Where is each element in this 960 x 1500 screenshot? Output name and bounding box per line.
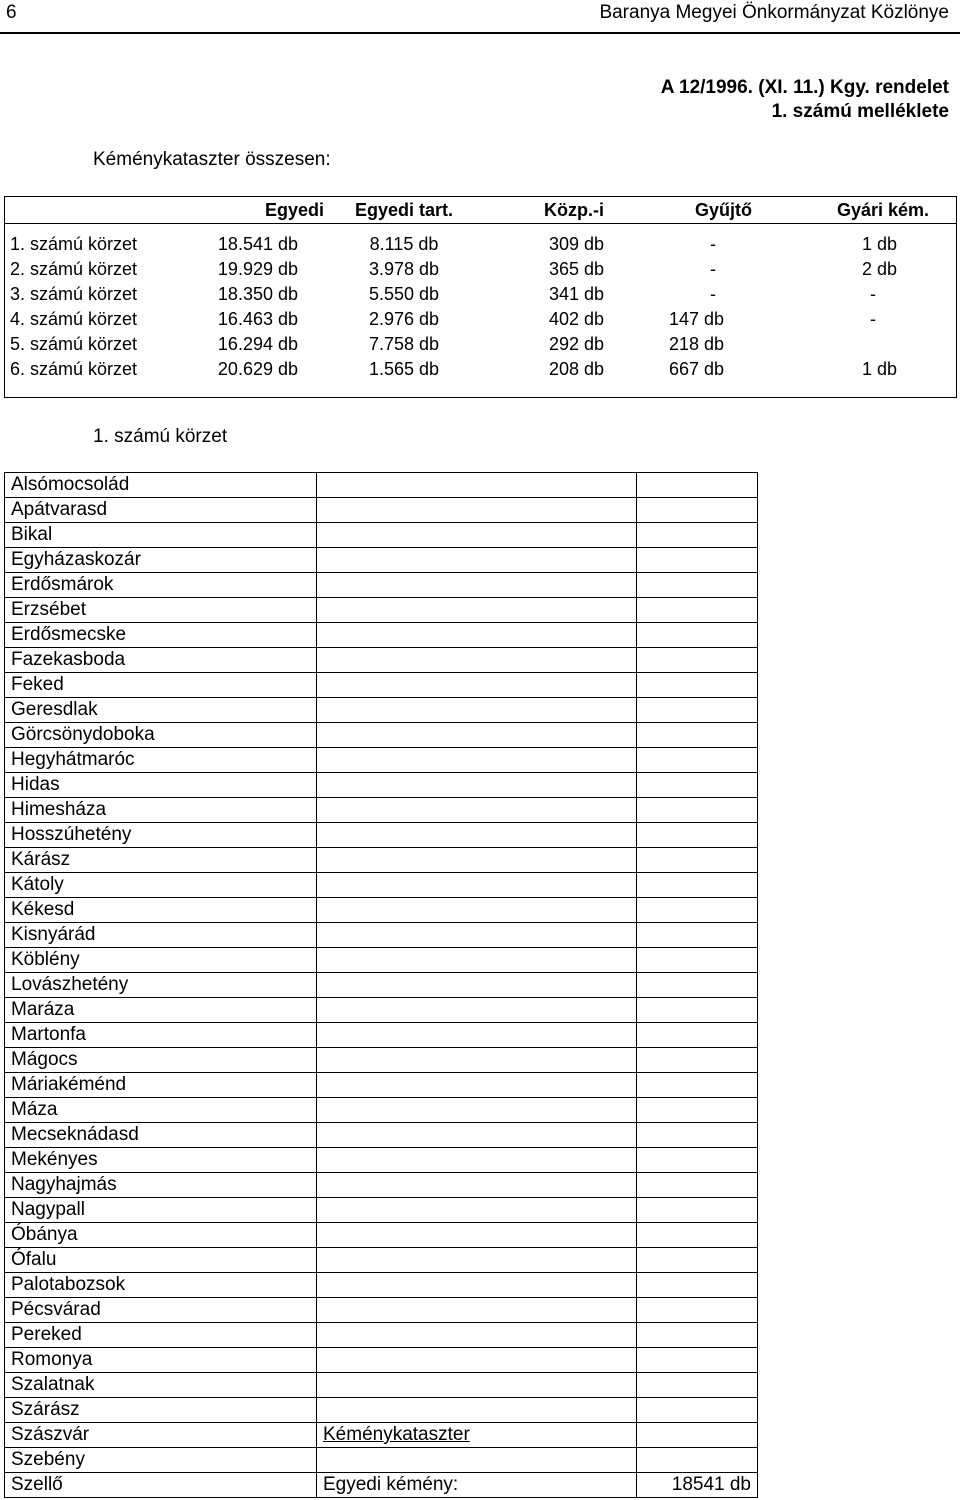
settlement-name: Kátoly [5, 873, 317, 898]
value-cell [637, 973, 758, 998]
settlement-table [4, 472, 758, 1498]
table-cell: 3.978 db [368, 259, 440, 279]
table-cell: 667 db [668, 359, 724, 379]
value-cell [637, 923, 758, 948]
note-cell [317, 673, 637, 698]
settlement-name: Szalatnak [5, 1373, 317, 1398]
note-cell [317, 1348, 637, 1373]
table-row [5, 1348, 758, 1373]
decree-title: A 12/1996. (XI. 11.) Kgy. rendelet [660, 77, 949, 98]
table-row [4, 282, 957, 307]
page-number: 6 [6, 2, 17, 23]
value-cell [637, 798, 758, 823]
table-row [5, 948, 758, 973]
table-row [5, 1023, 758, 1048]
table-row [5, 473, 758, 498]
table-row [5, 998, 758, 1023]
table-cell: 2 db [861, 259, 897, 279]
value-cell [637, 673, 758, 698]
value-cell [637, 1323, 758, 1348]
table-cell: 18.350 db [217, 284, 298, 304]
table-cell: 208 db [548, 359, 604, 379]
table-row [5, 1398, 758, 1423]
note-cell [317, 1323, 637, 1348]
table-cell: 16.463 db [217, 309, 298, 329]
table-cell: 1 db [861, 359, 897, 379]
value-cell [637, 873, 758, 898]
value-cell [637, 598, 758, 623]
value-cell [637, 1223, 758, 1248]
value-cell [637, 573, 758, 598]
table-cell: - [710, 284, 716, 304]
settlement-name: Máza [5, 1098, 317, 1123]
table-row [5, 823, 758, 848]
publication-title: Baranya Megyei Önkormányzat Közlönye [599, 2, 949, 23]
settlement-name: Romonya [5, 1348, 317, 1373]
table-row [5, 723, 758, 748]
note-cell [317, 1148, 637, 1173]
table-cell: 402 db [548, 309, 604, 329]
settlement-name: Nagypall [5, 1198, 317, 1223]
table-cell: 20.629 db [217, 359, 298, 379]
individual-chimney-label: Egyedi kémény: [317, 1473, 637, 1498]
value-cell [637, 1398, 758, 1423]
note-cell [317, 923, 637, 948]
settlement-name: Erdősmecske [5, 623, 317, 648]
row-label: 3. számú körzet [10, 284, 138, 304]
table-cell: 1 db [861, 234, 897, 254]
value-cell [637, 1048, 758, 1073]
note-cell [317, 698, 637, 723]
table-row [5, 548, 758, 573]
table-row [5, 573, 758, 598]
settlement-name: Maráza [5, 998, 317, 1023]
district-title: 1. számú körzet [93, 426, 228, 447]
value-cell [637, 723, 758, 748]
value-cell [637, 698, 758, 723]
value-cell [637, 1073, 758, 1098]
value-cell [637, 1098, 758, 1123]
table-row [5, 898, 758, 923]
table-row [5, 623, 758, 648]
table-row [5, 1323, 758, 1348]
table-cell: 292 db [548, 334, 604, 354]
table-row [5, 748, 758, 773]
table-cell: - [710, 259, 716, 279]
value-cell [637, 1423, 758, 1448]
value-cell [637, 1373, 758, 1398]
note-cell [317, 1173, 637, 1198]
value-cell [637, 1248, 758, 1273]
note-cell [317, 1248, 637, 1273]
settlement-name: Hidas [5, 773, 317, 798]
settlement-name: Alsómocsolád [5, 473, 317, 498]
table-row [4, 232, 957, 257]
table-cell [784, 332, 957, 357]
value-cell [637, 948, 758, 973]
decree-annex: 1. számú melléklete [771, 101, 949, 122]
table-cell: - [710, 234, 716, 254]
table-row [5, 798, 758, 823]
settlement-name: Szellő [5, 1473, 317, 1498]
note-cell [317, 873, 637, 898]
table-row [5, 1173, 758, 1198]
settlement-name: Mágocs [5, 1048, 317, 1073]
settlement-name: Mekényes [5, 1148, 317, 1173]
value-cell [637, 748, 758, 773]
note-cell [317, 548, 637, 573]
settlement-name: Óbánya [5, 1223, 317, 1248]
table-row [5, 873, 758, 898]
value-cell [637, 1273, 758, 1298]
value-cell [637, 648, 758, 673]
table-cell: 218 db [668, 334, 724, 354]
note-cell [317, 598, 637, 623]
value-cell [637, 1348, 758, 1373]
note-cell [317, 998, 637, 1023]
note-cell [317, 848, 637, 873]
table-row [5, 598, 758, 623]
table-cell: 341 db [548, 284, 604, 304]
note-cell [317, 1373, 637, 1398]
note-cell [317, 498, 637, 523]
value-cell [637, 1298, 758, 1323]
settlement-name: Lovászhetény [5, 973, 317, 998]
table-cell: 147 db [668, 309, 724, 329]
table-row [5, 973, 758, 998]
table-row [5, 673, 758, 698]
note-cell [317, 1448, 637, 1473]
col-header: Gyári kém. [784, 197, 957, 224]
table-cell: 309 db [548, 234, 604, 254]
row-label: 6. számú körzet [10, 359, 138, 379]
settlement-name: Erzsébet [5, 598, 317, 623]
note-cell [317, 723, 637, 748]
value-cell [637, 848, 758, 873]
table-row [5, 1373, 758, 1398]
settlement-name: Egyházaskozár [5, 548, 317, 573]
note-cell [317, 623, 637, 648]
settlement-name: Ófalu [5, 1248, 317, 1273]
settlement-name: Kékesd [5, 898, 317, 923]
note-cell [317, 573, 637, 598]
individual-chimney-value: 18541 db [637, 1473, 758, 1498]
value-cell [637, 773, 758, 798]
col-header: Közp.-i [474, 197, 634, 224]
value-cell [637, 898, 758, 923]
table-cell: 7.758 db [368, 334, 440, 354]
table-cell: - [870, 309, 876, 329]
note-cell [317, 1123, 637, 1148]
value-cell [637, 498, 758, 523]
note-cell [317, 1423, 637, 1448]
settlement-name: Fazekasboda [5, 648, 317, 673]
header-rule [0, 32, 960, 34]
note-cell [317, 973, 637, 998]
note-cell [317, 1098, 637, 1123]
note-cell [317, 1023, 637, 1048]
note-cell [317, 748, 637, 773]
settlement-name: Hosszúhetény [5, 823, 317, 848]
table-row [5, 498, 758, 523]
table-row [5, 648, 758, 673]
table-cell: 19.929 db [217, 259, 298, 279]
settlement-name: Apátvarasd [5, 498, 317, 523]
note-cell [317, 823, 637, 848]
col-header: Egyedi [194, 197, 334, 224]
table-row [5, 1298, 758, 1323]
settlement-name: Mecseknádasd [5, 1123, 317, 1148]
table-cell: 2.976 db [368, 309, 440, 329]
row-label: 1. számú körzet [10, 234, 138, 254]
summary-border-bottom [4, 397, 957, 398]
table-cell: 16.294 db [217, 334, 298, 354]
table-cell: 5.550 db [368, 284, 440, 304]
note-cell [317, 523, 637, 548]
settlement-name: Szárász [5, 1398, 317, 1423]
value-cell [637, 823, 758, 848]
note-cell [317, 1048, 637, 1073]
settlement-name: Bikal [5, 523, 317, 548]
table-cell: 18.541 db [217, 234, 298, 254]
table-row [4, 307, 957, 332]
settlement-name: Palotabozsok [5, 1273, 317, 1298]
table-row [5, 698, 758, 723]
table-cell: - [870, 284, 876, 304]
table-row [5, 1273, 758, 1298]
settlement-name: Geresdlak [5, 698, 317, 723]
table-row [5, 1098, 758, 1123]
settlement-name: Szebény [5, 1448, 317, 1473]
note-cell [317, 648, 637, 673]
row-label: 5. számú körzet [10, 334, 138, 354]
settlement-name: Martonfa [5, 1023, 317, 1048]
table-cell: 8.115 db [369, 234, 439, 254]
note-cell [317, 1298, 637, 1323]
table-row [4, 257, 957, 282]
note-cell [317, 1223, 637, 1248]
note-cell [317, 1073, 637, 1098]
table-cell: 1.565 db [368, 359, 440, 379]
table-row [5, 523, 758, 548]
table-row [5, 773, 758, 798]
table-row [5, 1198, 758, 1223]
note-cell [317, 898, 637, 923]
note-cell [317, 473, 637, 498]
value-cell [637, 1123, 758, 1148]
value-cell [637, 1173, 758, 1198]
value-cell [637, 998, 758, 1023]
table-row [5, 1423, 758, 1448]
row-label: 4. számú körzet [10, 309, 138, 329]
settlement-name: Görcsönydoboka [5, 723, 317, 748]
summary-table [4, 197, 957, 382]
settlement-name: Erdősmárok [5, 573, 317, 598]
settlement-name: Feked [5, 673, 317, 698]
settlement-name: Hegyhátmaróc [5, 748, 317, 773]
table-row [5, 848, 758, 873]
table-row [5, 1048, 758, 1073]
cadastre-heading: Kéménykataszter [323, 1424, 470, 1445]
settlement-name: Pécsvárad [5, 1298, 317, 1323]
value-cell [637, 1448, 758, 1473]
settlement-name: Pereked [5, 1323, 317, 1348]
settlement-name: Köblény [5, 948, 317, 973]
value-cell [637, 623, 758, 648]
note-cell [317, 1273, 637, 1298]
table-row [5, 1123, 758, 1148]
note-cell [317, 948, 637, 973]
value-cell [637, 473, 758, 498]
settlement-name: Kárász [5, 848, 317, 873]
summary-header-row [4, 197, 957, 224]
settlement-name: Szászvár [5, 1423, 317, 1448]
table-row [5, 1223, 758, 1248]
table-row [4, 357, 957, 382]
table-row [5, 1448, 758, 1473]
table-cell: 365 db [548, 259, 604, 279]
table-row [5, 923, 758, 948]
value-cell [637, 1023, 758, 1048]
note-cell [317, 773, 637, 798]
summary-corner [4, 197, 194, 224]
settlement-name: Kisnyárád [5, 923, 317, 948]
row-label: 2. számú körzet [10, 259, 138, 279]
note-cell [317, 798, 637, 823]
table-row [4, 332, 957, 357]
settlement-name: Máriakéménd [5, 1073, 317, 1098]
settlement-name: Nagyhajmás [5, 1173, 317, 1198]
table-row [5, 1073, 758, 1098]
summary-title: Kéménykataszter összesen: [93, 149, 331, 170]
col-header: Gyűjtő [634, 197, 784, 224]
value-cell [637, 1198, 758, 1223]
note-cell [317, 1198, 637, 1223]
table-row [5, 1148, 758, 1173]
settlement-name: Himesháza [5, 798, 317, 823]
table-row [5, 1473, 758, 1498]
value-cell [637, 1148, 758, 1173]
col-header: Egyedi tart. [334, 197, 474, 224]
value-cell [637, 548, 758, 573]
table-row [5, 1248, 758, 1273]
note-cell [317, 1398, 637, 1423]
value-cell [637, 523, 758, 548]
